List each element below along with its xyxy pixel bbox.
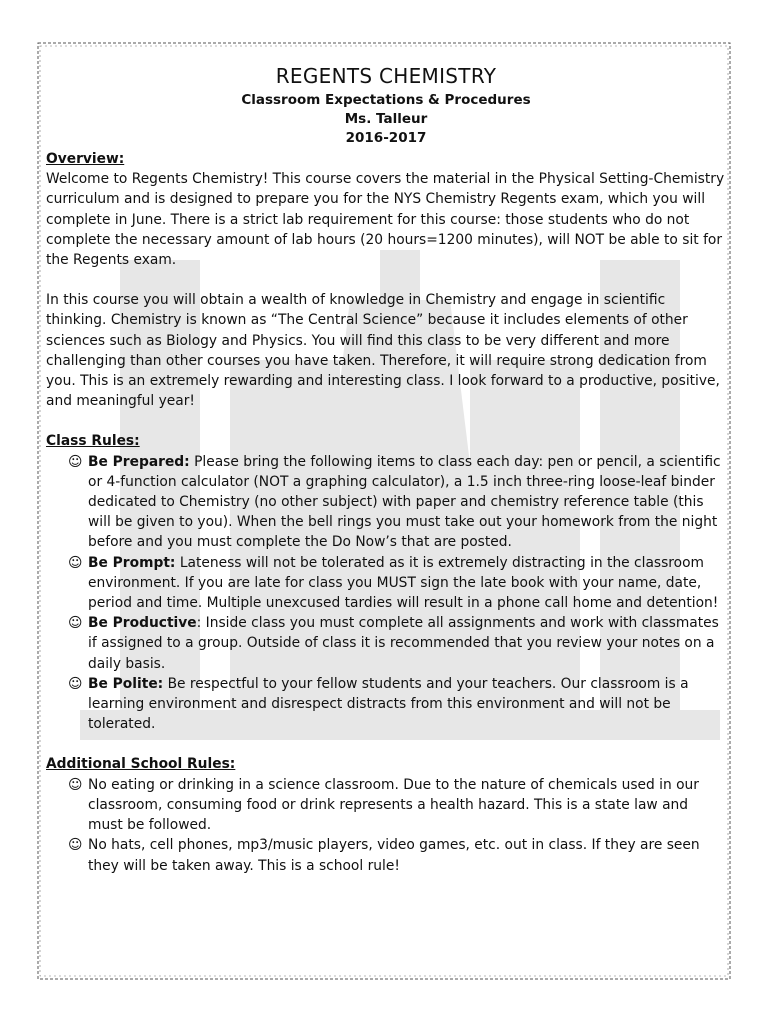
rule-text: Please bring the following items to class each day: pen or pencil, a scientific or 4-function calculator (NOT a graphing calculator), a 1.5 inch three-ring loose-leaf binder dedicated to Chemistry (no other subject) with paper and chemistry reference table (this will be given to you). When the bell rings you must take out your homework from the night before and you must complete the Do Now’s that are posted. — [88, 453, 721, 551]
document-body — [46, 64, 726, 876]
class-rules-heading: Class Rules: — [46, 433, 140, 450]
teacher-name: Ms. Talleur — [344, 111, 428, 127]
overview-paragraph-2: In this course you will obtain a wealth of knowledge in Chemistry and engage in scientific thinking. Chemistry is known as “The Central Science” because it includes elements of other sciences such as Biology and Physics. You will find this class to be very different and more challenging than other courses you have taken. Therefore, it will require strong dedication from you. This is an extremely rewarding and interesting class. I look forward to a productive, positive, and meaningful year! — [46, 292, 720, 410]
school-rules-list — [46, 775, 726, 876]
rule-label: Be Productive — [88, 615, 197, 632]
rule-label: Be Prepared: — [88, 453, 190, 470]
overview-paragraph-1: Welcome to Regents Chemistry! This course covers the material in the Physical Setting-Chemistry curriculum and is designed to prepare you for the NYS Chemistry Regents exam, which you will complete in June. There is a strict lab requirement for this course: those students who do not complete the necessary amount of lab hours (20 hours=1200 minutes), will NOT be able to sit for the Regents exam. — [46, 171, 725, 269]
smiley-icon: ☺ — [68, 453, 83, 470]
school-year: 2016-2017 — [345, 130, 427, 146]
list-item — [68, 553, 726, 614]
class-rules-list — [46, 452, 726, 735]
smiley-icon: ☺ — [68, 554, 83, 571]
smiley-icon: ☺ — [68, 776, 83, 793]
rule-text: No hats, cell phones, mp3/music players, video games, etc. out in class. If they are seen they will be taken away. This is a school rule! — [88, 837, 700, 874]
overview-heading: Overview: — [46, 151, 125, 167]
rule-text: Lateness will not be tolerated as it is extremely distracting in the classroom environment. If you are late for class you MUST sign the late book with your name, date, period and time. Multiple unexcused tardies will result in a phone call home and detention! — [88, 554, 719, 612]
document-subtitle: Classroom Expectations & Procedures — [241, 92, 531, 108]
rule-text: : Inside class you must complete all assignments and work with classmates if assigned to a group. Outside of class it is recommended that you review your notes on a daily basis. — [88, 615, 719, 672]
rule-text: No eating or drinking in a science classroom. Due to the nature of chemicals used in our classroom, consuming food or drink represents a health hazard. This is a state law and must be followed. — [88, 776, 699, 834]
rule-label: Be Prompt: — [88, 554, 176, 571]
list-item — [68, 452, 726, 553]
rule-text: Be respectful to your fellow students and your teachers. Our classroom is a learning environment and disrespect distracts from this environment and will not be tolerated. — [88, 675, 689, 733]
school-rules-heading: Additional School Rules: — [46, 756, 236, 773]
list-item — [68, 674, 726, 735]
document-title: REGENTS CHEMISTRY — [275, 64, 497, 88]
rule-label: Be Polite: — [88, 675, 164, 692]
list-item — [68, 835, 726, 875]
list-item — [68, 775, 726, 836]
smiley-icon: ☺ — [68, 615, 83, 632]
list-item — [68, 613, 726, 674]
smiley-icon: ☺ — [68, 837, 83, 854]
smiley-icon: ☺ — [68, 675, 83, 692]
